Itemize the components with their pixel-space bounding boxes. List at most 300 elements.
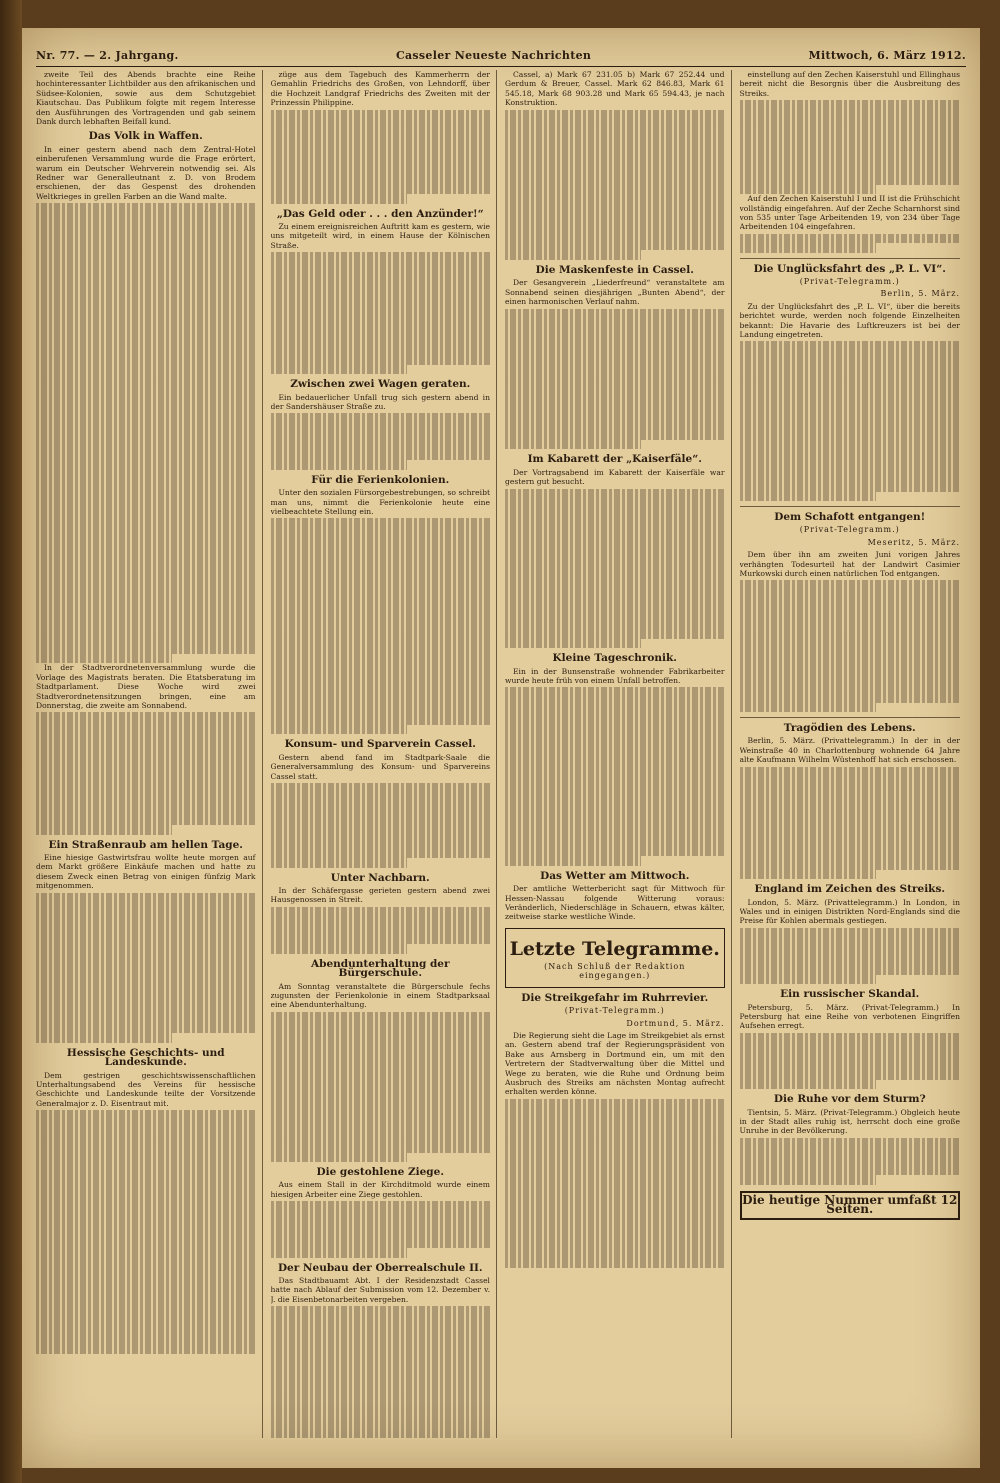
text-line [271, 128, 491, 137]
divider [740, 717, 961, 718]
text-line [740, 1166, 961, 1175]
text-line [271, 1124, 491, 1133]
text-line [505, 412, 725, 421]
text-line [505, 402, 725, 411]
text-line [505, 1240, 725, 1249]
text-line [505, 393, 725, 402]
text-line [271, 413, 491, 422]
text-line [505, 119, 725, 128]
article-text: Dem über ihn am zweiten Juni vorigen Jahres verhängten Todesurteil hat der Landwirt Casimier Murkowski durch einen natürlichen Tod entgangen. [739, 550, 960, 579]
text-line [740, 407, 961, 416]
text-line [271, 1068, 491, 1077]
article-text: Eine hiesige Gastwirtsfrau wollte heute morgen auf dem Markt größere Einkäufe machen und hatte zu diesem Zweck einen Betrag von einigen fünfzig Mark mitgenommen. [36, 852, 256, 891]
text-line [271, 327, 491, 336]
text-line [505, 639, 641, 648]
text-line [271, 309, 491, 318]
text-line [36, 560, 256, 569]
text-line [36, 429, 256, 438]
text-line [505, 421, 725, 430]
text-line [505, 856, 641, 865]
text-line [505, 1249, 725, 1258]
text-line [505, 744, 725, 753]
text-line [36, 986, 256, 995]
text-line [271, 858, 407, 867]
text-line [505, 175, 725, 184]
text-line [36, 532, 256, 541]
text-line [271, 252, 491, 261]
text-line [271, 1316, 491, 1325]
article-text: Ein bedauerlicher Unfall trug sich gestern abend in der Sandershäuser Straße zu. [270, 392, 490, 412]
article-text: Am Sonntag veranstaltete die Bürgerschule fechs zugunsten der Ferienkolonie in einem Stadtparksaal eine Abendunterhaltung. [270, 981, 490, 1010]
text-line [740, 360, 961, 369]
text-line [271, 631, 491, 640]
text-line [505, 582, 725, 591]
text-line [271, 1077, 491, 1086]
text-line [36, 902, 256, 911]
text-line [740, 975, 877, 984]
dateline: Meseritz, 5. März. [867, 537, 960, 547]
text-line [740, 185, 877, 194]
text-line [271, 432, 491, 441]
text-line [740, 100, 961, 109]
text-line [740, 482, 961, 491]
text-line [271, 565, 491, 574]
text-line [271, 916, 491, 925]
text-line [36, 523, 256, 532]
text-line [740, 947, 961, 956]
article-text: Dem gestrigen geschichtswissenschaftlichen Unterhaltungsabend des Vereins für hessische Geschichte und Landeskunde teilte der Vorsitzende Generalmajor z. D. Eisentraut mit. [36, 1070, 256, 1108]
text-line [36, 1270, 256, 1279]
text-line [740, 795, 961, 804]
text-line [740, 665, 961, 674]
text-line [271, 1409, 491, 1418]
text-line [740, 832, 961, 841]
article-heading: Das Wetter am Mittwoch. [540, 869, 690, 882]
text-line [271, 110, 491, 119]
text-line [505, 573, 725, 582]
text-line [740, 599, 961, 608]
text-line [740, 379, 961, 388]
text-line [740, 618, 961, 627]
text-line [505, 601, 725, 610]
article-heading: Die Unglücksfahrt des „P. L. VI“. [753, 262, 946, 275]
text-line [36, 1157, 256, 1166]
article-text: Ein in der Bunsenstraße wohnender Fabrikarbeiter wurde heute früh von einem Unfall betroffen. [505, 666, 725, 686]
text-line [36, 476, 256, 485]
text-line [271, 119, 491, 128]
text-line [36, 1298, 256, 1307]
text-line [505, 716, 725, 725]
text-line [36, 1336, 256, 1345]
dateline: Dortmund, 5. März. [626, 1018, 725, 1028]
text-line [271, 1201, 491, 1210]
text-line [740, 119, 961, 128]
text-line [740, 110, 961, 119]
text-line [36, 363, 256, 372]
text-line [271, 1134, 491, 1143]
text-line [36, 1176, 256, 1185]
text-line [271, 157, 491, 166]
article-text: Aus einem Stall in der Kirchditmold wurde einem hiesigen Arbeiter eine Ziege gestohlen. [270, 1180, 490, 1199]
text-line [271, 556, 491, 565]
telegram-label: (Privat-Telegramm.) [564, 1006, 665, 1016]
text-line [505, 128, 725, 137]
text-line [505, 232, 725, 241]
text-line [36, 307, 256, 316]
scan-edge [0, 0, 22, 1483]
text-line [740, 1138, 961, 1147]
text-line [505, 734, 725, 743]
text-line [36, 759, 256, 768]
text-line [36, 288, 256, 297]
text-line [740, 370, 961, 379]
text-line [36, 419, 256, 428]
text-line [36, 457, 256, 466]
text-line [271, 1106, 491, 1115]
text-line [271, 935, 491, 944]
text-line [36, 616, 256, 625]
text-line [271, 944, 407, 953]
text-line [36, 372, 256, 381]
text-line [271, 1334, 491, 1343]
text-line [505, 1202, 725, 1211]
text-line [271, 594, 491, 603]
article-heading: Die Streikgefahr im Ruhrrevier. [521, 991, 709, 1004]
text-line [505, 431, 725, 440]
article-text: Auf den Zechen Kaiserstuhl I und II ist die Frühschicht vollständig eingefahren. Auf der Zeche Scharnhorst sind von 535 unter Tage Arbeitenden 19, von 234 über Tage Arbeitenden 104 eingefahren. [739, 194, 960, 232]
text-line [36, 769, 256, 778]
text-line [505, 772, 725, 781]
text-line [505, 355, 725, 364]
text-line [271, 1381, 491, 1390]
text-line [740, 965, 961, 974]
text-line [271, 138, 491, 147]
text-line [740, 703, 877, 712]
text-line [36, 269, 256, 278]
text-line [505, 629, 725, 638]
article-text: Berlin, 5. März. (Privattelegramm.) In der in der Weinstraße 40 in Charlottenburg wohnende 64 Jahre alte Kaufmann Wilhelm Wüstenhoff hat sich erschossen. [739, 736, 960, 765]
text-line [36, 598, 256, 607]
text-line [271, 1143, 491, 1152]
article-heading: Hessische Geschichts- und Landeskunde. [66, 1046, 225, 1069]
text-line [271, 1040, 491, 1049]
text-line [36, 1120, 256, 1129]
text-line [271, 1220, 491, 1229]
text-line [36, 579, 256, 588]
article-text: In einer gestern abend nach dem Zentral-Hotel einberufenen Versammlung wurde die Frage erörtert, warum ein Deutscher Wehrverein notwendig sei. Als Redner war Generalleutnant z. D. von Brodem erschienen, der das Gespenst des drohenden Weltkrieges in grellen Farben an die Wand malte. [36, 144, 256, 201]
text-line [271, 926, 491, 935]
text-line [36, 1195, 256, 1204]
text-line [36, 788, 256, 797]
text-line [36, 447, 256, 456]
text-line [271, 1363, 491, 1372]
text-line [740, 128, 961, 137]
text-line [36, 203, 256, 212]
text-line [36, 1138, 256, 1147]
text-line [505, 166, 725, 175]
text-line [271, 175, 491, 184]
text-line [505, 489, 725, 498]
text-line [36, 1204, 256, 1213]
text-line [36, 400, 256, 409]
text-line [740, 341, 961, 350]
text-line [271, 650, 491, 659]
text-line [271, 318, 491, 327]
text-line [740, 175, 961, 184]
text-line [505, 384, 725, 393]
text-line [740, 937, 961, 946]
text-line [271, 687, 491, 696]
divider [740, 506, 961, 507]
text-line [505, 1155, 725, 1164]
text-line [36, 354, 256, 363]
text-line [271, 290, 491, 299]
text-line [271, 659, 491, 668]
article-text: Petersburg, 5. März. (Privat-Telegramm.) In Petersburg hat eine Reihe von verbotenen Eingriffen Aufsehen erregt. [739, 1002, 960, 1031]
text-line [740, 1061, 961, 1070]
text-line [271, 1391, 491, 1400]
text-line [271, 528, 491, 537]
text-line [36, 977, 256, 986]
text-line [740, 656, 961, 665]
text-line [740, 646, 961, 655]
text-line [36, 335, 256, 344]
text-line [36, 382, 256, 391]
text-line [505, 697, 725, 706]
text-line [505, 1108, 725, 1117]
article-heading: Abendunterhaltung der Bürgerschule. [310, 957, 450, 980]
article-heading: Ein Straßenraub am hellen Tage. [48, 838, 243, 851]
article-heading: Kleine Tageschronik. [552, 652, 677, 665]
text-line [740, 627, 961, 636]
text-line [505, 138, 725, 147]
text-line [271, 1419, 491, 1428]
text-line [36, 344, 256, 353]
article-heading: Unter Nachbarn. [330, 871, 430, 884]
text-line [271, 1012, 491, 1021]
text-line [271, 575, 491, 584]
text-line [271, 802, 491, 811]
text-line [36, 325, 256, 334]
article-text: Zu der Unglücksfahrt des „P. L. VI“, über die bereits berichtet wurde, werden noch folgende Einzelheiten bekannt: Die Havarie des Luftkreuzers ist bei der Landung eingetreten. [739, 301, 960, 339]
text-line [505, 1183, 725, 1192]
article-text: Der Vortragsabend im Kabarett der Kaiserfäle war gestern gut besucht. [505, 467, 725, 487]
article-heading: Ein russischer Skandal. [780, 988, 920, 1001]
text-line [36, 1015, 256, 1024]
text-line [271, 839, 491, 848]
text-line [740, 1033, 961, 1042]
text-line [505, 1258, 725, 1267]
text-line [36, 1232, 256, 1241]
article-text: zweite Teil des Abends brachte eine Reihe hochinteressanter Lichtbilder aus den afrikanischen und Südsee-Kolonien, sowie aus dem Schutzgebiet Kiautschau. Das Publikum folgte mit regem Interesse den Ausführungen des Vortragenden und gab seinem Dank durch lebhaften Beifall kund. [36, 70, 256, 127]
text-line [505, 1230, 725, 1239]
text-line [505, 564, 725, 573]
text-line [740, 804, 961, 813]
text-line [36, 778, 256, 787]
text-line [36, 1223, 256, 1232]
text-line [271, 547, 491, 556]
text-line [271, 423, 491, 432]
text-line [271, 1400, 491, 1409]
newspaper-title: Casseler Neueste Nachrichten [395, 48, 592, 62]
text-line [740, 1175, 877, 1184]
text-line [36, 958, 256, 967]
text-line [740, 147, 961, 156]
text-line [271, 1096, 491, 1105]
text-line [271, 725, 407, 734]
text-line [740, 138, 961, 147]
text-line [740, 454, 961, 463]
text-line [740, 684, 961, 693]
text-line [740, 1157, 961, 1166]
article-heading: England im Zeichen des Streiks. [754, 883, 946, 896]
text-line [36, 1129, 256, 1138]
text-line [740, 851, 961, 860]
text-line [740, 842, 961, 851]
article-text: Der amtliche Wetterbericht sagt für Mittwoch für Hessen-Nassau folgende Witterung voraus: Veränderlich, Niederschläge in Schauern, etwas kälter, zeitweise starke westliche Winde. [505, 884, 725, 922]
text-line [271, 603, 491, 612]
text-line [36, 222, 256, 231]
text-line [740, 956, 961, 965]
text-line [271, 669, 491, 678]
text-line [740, 243, 877, 252]
text-line [271, 346, 491, 355]
article-heading: Tragödien des Lebens. [783, 721, 916, 734]
text-line [271, 1353, 491, 1362]
text-line [505, 1221, 725, 1230]
text-line [271, 185, 491, 194]
text-line [271, 166, 491, 175]
text-line [271, 716, 491, 725]
issue-number: Nr. 77. — 2. Jahrgang. [36, 48, 179, 62]
text-line [505, 374, 725, 383]
text-line [505, 147, 725, 156]
text-line [740, 693, 961, 702]
text-line [36, 635, 256, 644]
text-line [740, 785, 961, 794]
text-line [505, 536, 725, 545]
text-line [740, 674, 961, 683]
text-line [505, 507, 725, 516]
text-line [740, 1042, 961, 1051]
text-line [36, 1005, 256, 1014]
text-line [271, 678, 491, 687]
text-line [271, 697, 491, 706]
text-line [740, 463, 961, 472]
text-line [36, 297, 256, 306]
text-line [505, 157, 725, 166]
text-line [36, 930, 256, 939]
text-line [36, 466, 256, 475]
text-line [271, 849, 491, 858]
text-line [740, 445, 961, 454]
text-line [505, 440, 641, 449]
text-line [36, 513, 256, 522]
text-line [271, 907, 491, 916]
text-line [36, 1185, 256, 1194]
text-line [740, 426, 961, 435]
text-line [505, 250, 641, 259]
text-line [505, 194, 725, 203]
text-line [36, 1024, 256, 1033]
text-line [36, 921, 256, 930]
article-heading: Konsum- und Sparverein Cassel. [284, 738, 476, 751]
article-heading: Zwischen zwei Wagen geraten. [290, 378, 471, 391]
article-text: Tientsin, 5. März. (Privat-Telegramm.) Obgleich heute in der Stadt alles ruhig ist, herrscht doch eine große Unruhe in der Bevölkerung. [739, 1107, 960, 1136]
text-line [505, 847, 725, 856]
text-line [505, 337, 725, 346]
text-line [271, 1153, 407, 1162]
divider [740, 258, 961, 259]
text-line [36, 551, 256, 560]
issue-date: Mittwoch, 6. März 1912. [808, 48, 966, 62]
text-line [36, 949, 256, 958]
text-line [36, 996, 256, 1005]
text-line [505, 554, 725, 563]
text-line [36, 260, 256, 269]
text-line [740, 234, 961, 243]
text-line [271, 830, 491, 839]
text-line [505, 810, 725, 819]
text-line [505, 309, 725, 318]
text-line [505, 1136, 725, 1145]
text-line [271, 337, 491, 346]
text-line [271, 442, 491, 451]
text-line [271, 537, 491, 546]
page-count-notice: Die heutige Nummer umfaßt 12 Seiten. [740, 1191, 961, 1220]
text-line [36, 750, 256, 759]
text-line [740, 1080, 877, 1089]
text-line [36, 1261, 256, 1270]
text-line [36, 645, 256, 654]
text-line [36, 816, 256, 825]
text-line [36, 316, 256, 325]
text-line [36, 1307, 256, 1316]
text-line [505, 1193, 725, 1202]
text-line [740, 398, 961, 407]
text-line [505, 213, 725, 222]
text-line [740, 609, 961, 618]
text-line [740, 351, 961, 360]
text-line [505, 819, 725, 828]
text-line [740, 767, 961, 776]
text-line [36, 588, 256, 597]
text-line [36, 410, 256, 419]
text-line [271, 1428, 491, 1437]
text-line [271, 622, 491, 631]
text-line [271, 1049, 491, 1058]
text-line [740, 417, 961, 426]
article-heading: Im Kabarett der „Kaiserfäle“. [527, 453, 702, 466]
text-line [36, 1317, 256, 1326]
text-line [740, 157, 961, 166]
text-line [271, 1229, 491, 1238]
text-line [36, 1326, 256, 1335]
text-line [36, 231, 256, 240]
text-line [36, 911, 256, 920]
text-line [740, 1070, 961, 1079]
text-line [36, 1279, 256, 1288]
text-line [505, 620, 725, 629]
text-line [271, 262, 491, 271]
text-line [740, 580, 961, 589]
text-line [36, 504, 256, 513]
text-line [505, 185, 725, 194]
text-line [271, 1115, 491, 1124]
text-line [740, 590, 961, 599]
article-text: Gestern abend fand im Stadtpark-Saale die Generalversammlung des Konsum- und Sparvereins Cassel statt. [270, 752, 490, 781]
article-text: Zu einem ereignisreichen Auftritt kam es gestern, wie uns mitgeteilt wird, in einem Hause der Kölnischen Straße. [270, 221, 490, 250]
